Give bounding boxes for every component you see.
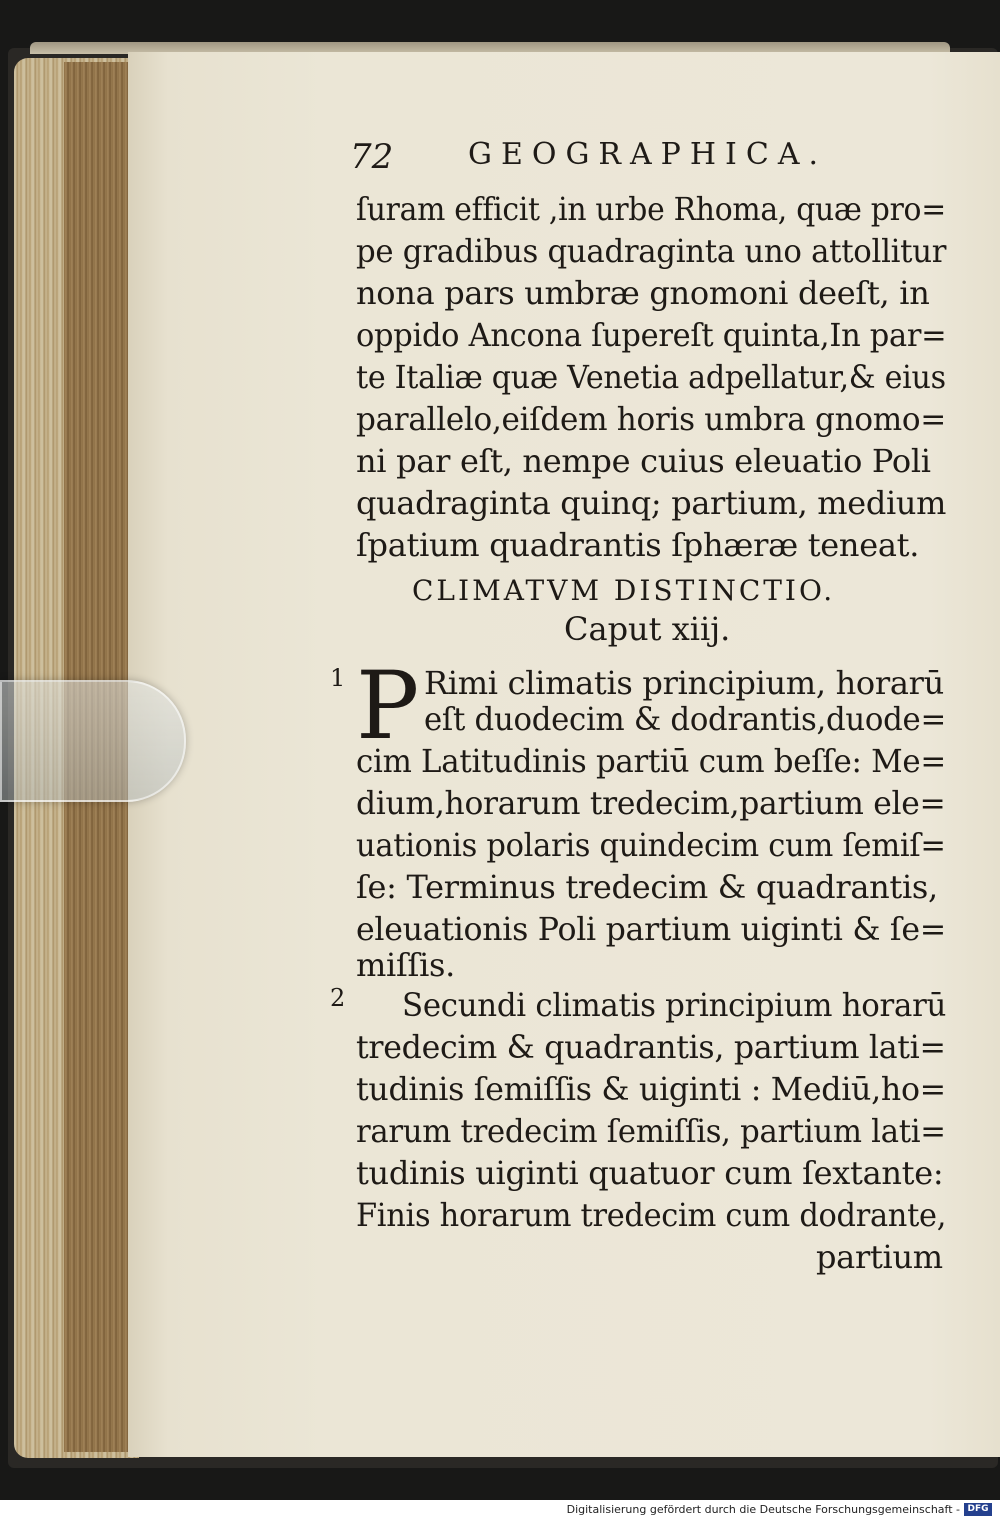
text-line: pe gradibus quadraginta uno attollitur: [356, 232, 947, 270]
running-head: GEOGRAPHICA.: [468, 137, 828, 172]
page-clip: [0, 680, 186, 802]
text-line: te Italiæ quæ Venetia adpellatur,& eius: [356, 358, 946, 396]
text-line: nona pars umbræ gnomoni deeſt, in: [356, 274, 930, 312]
text-line: rarum tredecim ſemiſſis, partium lati=: [356, 1112, 946, 1150]
text-line: eſt duodecim & dodrantis,duode=: [424, 700, 946, 738]
text-line: eleuationis Poli partium uiginti & ſe=: [356, 910, 946, 948]
dfg-logo-icon: DFG: [964, 1503, 992, 1516]
text-line: tredecim & quadrantis, partium lati=: [356, 1028, 946, 1066]
text-line: oppido Ancona ſupereſt quinta,In par=: [356, 316, 947, 354]
page-number: 72: [350, 137, 394, 177]
section-subheading: Caput xiij.: [564, 610, 731, 648]
text-line: ſe: Terminus tredecim & quadrantis,: [356, 868, 938, 906]
digitization-footer: [0, 1500, 1000, 1520]
margin-number: 2: [330, 984, 346, 1012]
text-line: Secundi climatis principium horarū: [402, 986, 947, 1024]
text-line: Finis horarum tredecim cum dodrante,: [356, 1196, 947, 1234]
text-line: ni par eſt, nempe cuius eleuatio Poli: [356, 442, 931, 480]
section-heading: CLIMATVM DISTINCTIO.: [412, 574, 836, 607]
text-line: tudinis ſemiſſis & uiginti : Mediū,ho=: [356, 1070, 946, 1108]
text-line: dium,horarum tredecim,partium ele=: [356, 784, 946, 822]
text-line: uationis polaris quindecim cum ſemiſ=: [356, 826, 946, 864]
text-line: Rimi climatis principium, horarū: [424, 664, 944, 702]
text-line: ſuram efficit ,in urbe Rhoma, quæ pro=: [356, 190, 946, 228]
text-line: cim Latitudinis partiū cum beſſe: Me=: [356, 742, 946, 780]
catchword: partium: [816, 1238, 943, 1276]
text-line: quadraginta quinq; partium, medium: [356, 484, 947, 522]
text-line: tudinis uiginti quatuor cum ſextante:: [356, 1154, 944, 1192]
text-line: miſſis.: [356, 946, 455, 984]
drop-initial: P: [356, 652, 420, 761]
page-header: [350, 137, 870, 177]
funding-credit: Digitalisierung gefördert durch die Deutsche Forschungsgemeinschaft -: [566, 1503, 960, 1516]
text-line: ſpatium quadrantis ſphæræ teneat.: [356, 526, 920, 564]
text-line: parallelo,eiſdem horis umbra gnomo=: [356, 400, 947, 438]
margin-number: 1: [330, 664, 346, 692]
